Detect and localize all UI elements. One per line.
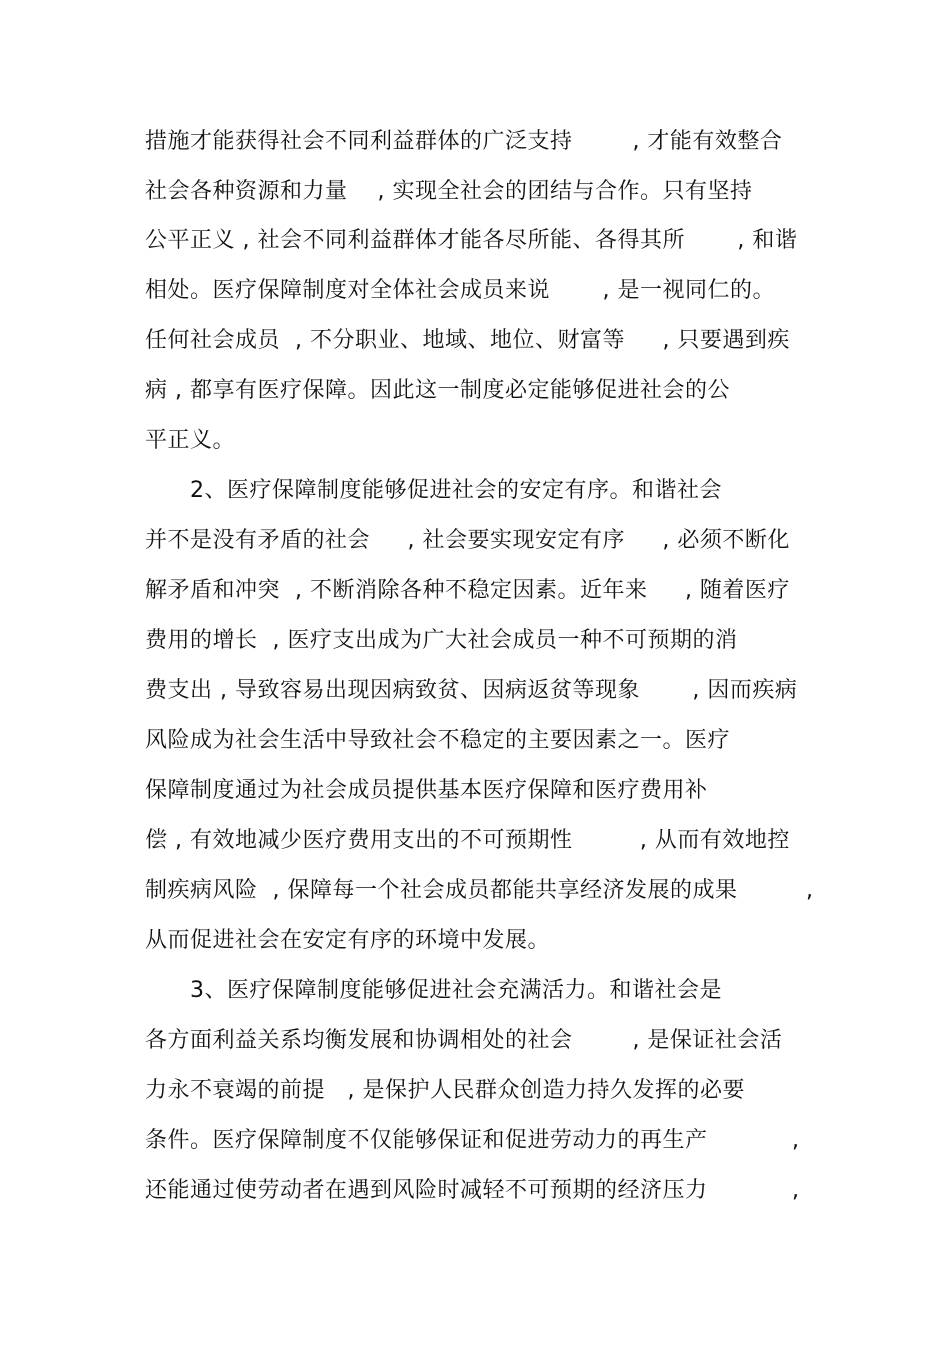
text-line: 费用的增长 , 医疗支出成为广大社会成员一种不可预期的消 xyxy=(145,628,738,653)
text-line: 从而促进社会在安定有序的环境中发展。 xyxy=(145,928,551,953)
text-line: 平正义。 xyxy=(145,428,236,453)
text-line: 解矛盾和冲突 , 不断消除各种不稳定因素。近年来 , 随着医疗 xyxy=(145,578,790,603)
paragraph-heading-3: 3、医疗保障制度能够促进社会充满活力。和谐社会是 xyxy=(190,978,722,1003)
text-line: 措施才能获得社会不同利益群体的广泛支持 , 才能有效整合 xyxy=(145,129,783,154)
text-line: 条件。医疗保障制度不仅能够保证和促进劳动力的再生产 xyxy=(145,1128,708,1153)
text-line: 风险成为社会生活中导致社会不稳定的主要因素之一。医疗 xyxy=(145,728,731,753)
text-line: 还能通过使劳动者在遇到风险时减轻不可预期的经济压力 xyxy=(145,1178,708,1203)
text-line: 偿 , 有效地减少医疗费用支出的不可预期性 , 从而有效地控 xyxy=(145,828,790,853)
trailing-comma: , xyxy=(806,878,814,903)
text-line: 病 , 都享有医疗保障。因此这一制度必定能够促进社会的公 xyxy=(145,378,730,403)
text-line: 任何社会成员 , 不分职业、地域、地位、财富等 , 只要遇到疾 xyxy=(145,328,790,353)
trailing-comma: , xyxy=(792,1178,800,1203)
paragraph-heading-2: 2、医疗保障制度能够促进社会的安定有序。和谐社会 xyxy=(190,478,722,503)
text-line: 力永不衰竭的前提 , 是保护人民群众创造力持久发挥的必要 xyxy=(145,1078,745,1103)
text-line: 公平正义 , 社会不同利益群体才能各尽所能、各得其所 , 和谐 xyxy=(145,228,798,253)
trailing-comma: , xyxy=(792,1128,800,1153)
text-line: 各方面利益关系均衡发展和协调相处的社会 , 是保证社会活 xyxy=(145,1028,783,1053)
text-line: 费支出 , 导致容易出现因病致贫、因病返贫等现象 , 因而疾病 xyxy=(145,678,798,703)
text-line: 相处。医疗保障制度对全体社会成员来说 , 是一视同仁的。 xyxy=(145,278,775,303)
text-line: 并不是没有矛盾的社会 , 社会要实现安定有序 , 必须不断化 xyxy=(145,528,790,553)
text-line: 保障制度通过为社会成员提供基本医疗保障和医疗费用补 xyxy=(145,778,708,803)
text-line: 制疾病风险 , 保障每一个社会成员都能共享经济发展的成果 xyxy=(145,878,738,903)
text-line: 社会各种资源和力量 , 实现全社会的团结与合作。只有坚持 xyxy=(145,179,753,204)
